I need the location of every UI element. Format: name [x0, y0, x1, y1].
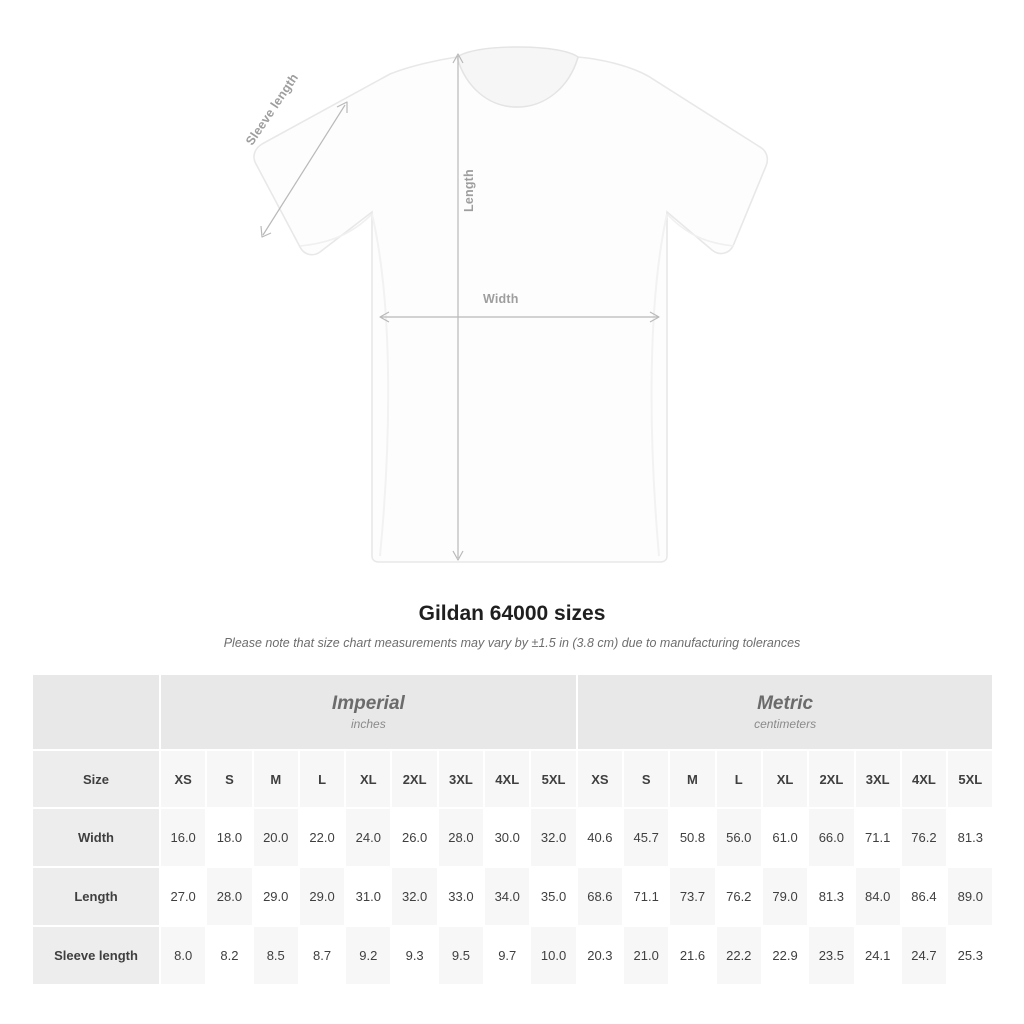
cell-width-imperial-l: 22.0 [299, 808, 345, 867]
col-header-metric-3xl: 3XL [855, 750, 901, 808]
cell-length-metric-l: 76.2 [716, 867, 762, 926]
group-header-metric [577, 674, 994, 750]
cell-length-imperial-xl: 31.0 [345, 867, 391, 926]
cell-sleeve-metric-s: 21.0 [623, 926, 669, 985]
cell-length-metric-4xl: 86.4 [901, 867, 947, 926]
col-header-imperial-2xl: 2XL [391, 750, 437, 808]
cell-sleeve-imperial-m: 8.5 [253, 926, 299, 985]
col-header-metric-xs: XS [577, 750, 623, 808]
cell-width-metric-m: 50.8 [669, 808, 715, 867]
row-label-width: Width [32, 808, 160, 867]
sleeve-length-label: Sleeve length [243, 71, 302, 148]
cell-sleeve-imperial-s: 8.2 [206, 926, 252, 985]
group-title-imperial: Imperial [331, 692, 405, 714]
cell-sleeve-metric-m: 21.6 [669, 926, 715, 985]
cell-sleeve-imperial-4xl: 9.7 [484, 926, 530, 985]
cell-length-imperial-5xl: 35.0 [530, 867, 576, 926]
col-header-imperial-xs: XS [160, 750, 206, 808]
col-header-imperial-4xl: 4XL [484, 750, 530, 808]
cell-width-metric-5xl: 81.3 [947, 808, 993, 867]
col-header-metric-m: M [669, 750, 715, 808]
cell-width-imperial-4xl: 30.0 [484, 808, 530, 867]
cell-length-imperial-m: 29.0 [253, 867, 299, 926]
cell-width-metric-2xl: 66.0 [808, 808, 854, 867]
cell-width-metric-4xl: 76.2 [901, 808, 947, 867]
cell-width-imperial-3xl: 28.0 [438, 808, 484, 867]
col-header-metric-xl: XL [762, 750, 808, 808]
table-corner-cell [32, 674, 160, 750]
row-label-sleeve-length: Sleeve length [32, 926, 160, 985]
cell-sleeve-imperial-xl: 9.2 [345, 926, 391, 985]
col-header-metric-2xl: 2XL [808, 750, 854, 808]
col-header-imperial-s: S [206, 750, 252, 808]
size-chart-table-wrapper [31, 673, 993, 986]
col-header-imperial-m: M [253, 750, 299, 808]
col-header-imperial-3xl: 3XL [438, 750, 484, 808]
cell-sleeve-imperial-xs: 8.0 [160, 926, 206, 985]
cell-width-metric-xs: 40.6 [577, 808, 623, 867]
group-header-imperial [160, 674, 577, 750]
cell-sleeve-imperial-5xl: 10.0 [530, 926, 576, 985]
cell-length-metric-2xl: 81.3 [808, 867, 854, 926]
cell-width-metric-xl: 61.0 [762, 808, 808, 867]
cell-width-imperial-s: 18.0 [206, 808, 252, 867]
col-header-metric-s: S [623, 750, 669, 808]
col-header-imperial-l: L [299, 750, 345, 808]
cell-width-imperial-5xl: 32.0 [530, 808, 576, 867]
size-chart-table [31, 673, 994, 986]
row-header-size: Size [32, 750, 160, 808]
group-unit-metric: centimeters [754, 717, 817, 732]
cell-sleeve-metric-5xl: 25.3 [947, 926, 993, 985]
col-header-imperial-5xl: 5XL [530, 750, 576, 808]
cell-width-imperial-xl: 24.0 [345, 808, 391, 867]
table-size-header-row [32, 750, 993, 808]
cell-width-imperial-2xl: 26.0 [391, 808, 437, 867]
cell-sleeve-metric-xl: 22.9 [762, 926, 808, 985]
table-group-header-row [32, 674, 993, 750]
length-label: Length [462, 169, 476, 212]
cell-length-imperial-xs: 27.0 [160, 867, 206, 926]
cell-width-metric-l: 56.0 [716, 808, 762, 867]
cell-length-metric-m: 73.7 [669, 867, 715, 926]
cell-sleeve-metric-4xl: 24.7 [901, 926, 947, 985]
table-row [32, 808, 993, 867]
cell-length-imperial-2xl: 32.0 [391, 867, 437, 926]
cell-sleeve-metric-3xl: 24.1 [855, 926, 901, 985]
table-row [32, 926, 993, 985]
page-subtitle: Please note that size chart measurements may vary by ±1.5 in (3.8 cm) due to manufacturing tolerances [223, 636, 801, 650]
cell-sleeve-imperial-l: 8.7 [299, 926, 345, 985]
cell-length-imperial-l: 29.0 [299, 867, 345, 926]
cell-sleeve-metric-l: 22.2 [716, 926, 762, 985]
col-header-metric-5xl: 5XL [947, 750, 993, 808]
cell-length-metric-3xl: 84.0 [855, 867, 901, 926]
cell-sleeve-metric-xs: 20.3 [577, 926, 623, 985]
cell-length-metric-xl: 79.0 [762, 867, 808, 926]
cell-length-imperial-s: 28.0 [206, 867, 252, 926]
cell-length-metric-s: 71.1 [623, 867, 669, 926]
col-header-metric-4xl: 4XL [901, 750, 947, 808]
cell-length-metric-xs: 68.6 [577, 867, 623, 926]
cell-width-imperial-xs: 16.0 [160, 808, 206, 867]
group-unit-imperial: inches [351, 717, 386, 732]
table-row [32, 867, 993, 926]
cell-width-metric-s: 45.7 [623, 808, 669, 867]
row-label-length: Length [32, 867, 160, 926]
cell-sleeve-metric-2xl: 23.5 [808, 926, 854, 985]
cell-length-imperial-4xl: 34.0 [484, 867, 530, 926]
cell-width-imperial-m: 20.0 [253, 808, 299, 867]
cell-length-metric-5xl: 89.0 [947, 867, 993, 926]
cell-sleeve-imperial-2xl: 9.3 [391, 926, 437, 985]
group-title-metric: Metric [757, 692, 814, 714]
page-title: Gildan 64000 sizes [418, 602, 606, 625]
cell-sleeve-imperial-3xl: 9.5 [438, 926, 484, 985]
width-label: Width [483, 292, 519, 306]
cell-length-imperial-3xl: 33.0 [438, 867, 484, 926]
col-header-metric-l: L [716, 750, 762, 808]
cell-width-metric-3xl: 71.1 [855, 808, 901, 867]
col-header-imperial-xl: XL [345, 750, 391, 808]
